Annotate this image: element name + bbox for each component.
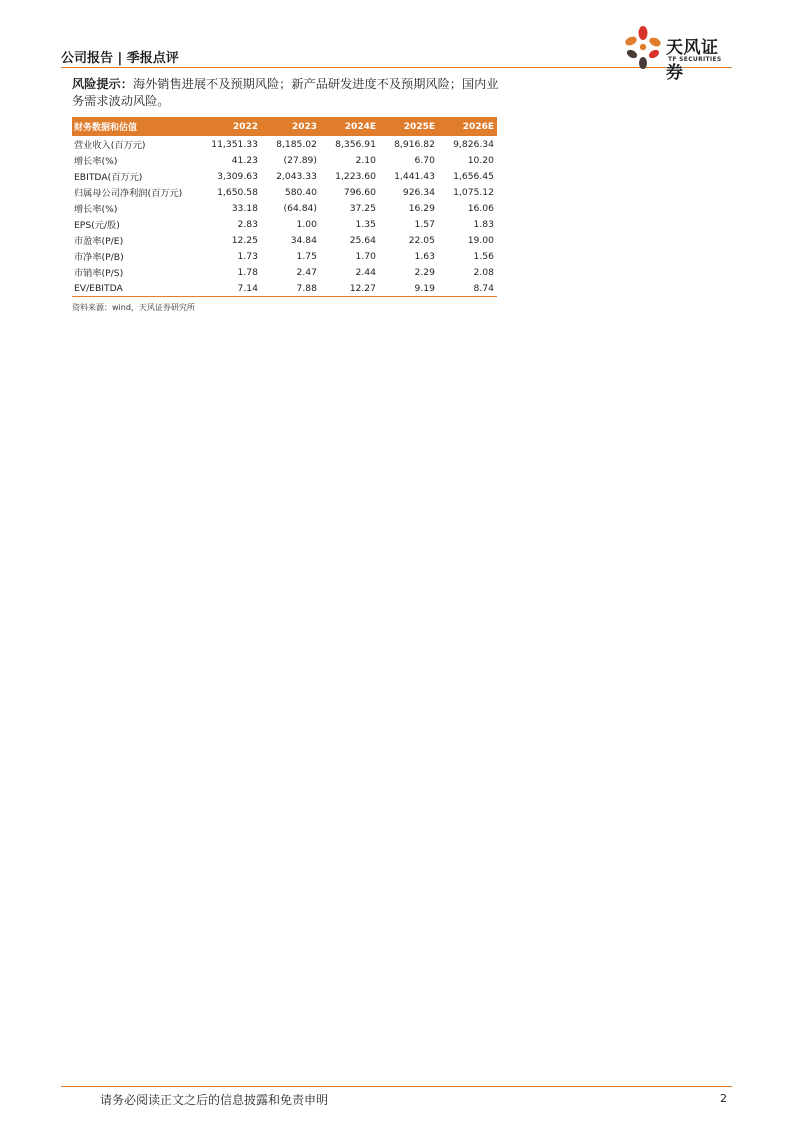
data-source-note: 资料来源：wind，天风证券研究所 — [72, 303, 195, 312]
year-header: 2026E — [438, 117, 497, 136]
table-row — [72, 136, 497, 152]
table-cell: 2.08 — [473, 266, 494, 278]
table-cell: 2.47 — [296, 266, 317, 278]
logo-english-name: TF SECURITIES — [668, 56, 722, 63]
report-type-title: 公司报告 | 季报点评 — [61, 51, 179, 66]
table-cell: 1.83 — [473, 218, 494, 230]
table-cell: 7.88 — [261, 280, 320, 297]
table-cell: 16.29 — [408, 202, 435, 214]
year-header: 2023 — [261, 117, 320, 136]
table-cell: 8,185.02 — [276, 138, 317, 150]
table-row — [72, 232, 497, 248]
table-cell: 22.05 — [408, 234, 435, 246]
table-cell: 34.84 — [290, 234, 317, 246]
table-cell: 2.83 — [237, 218, 258, 230]
table-cell: 2.44 — [355, 266, 376, 278]
table-cell: 8,916.82 — [394, 138, 435, 150]
table-cell: 1.78 — [237, 266, 258, 278]
table-cell: 37.25 — [349, 202, 376, 214]
row-label: 增长率(%) — [74, 156, 118, 167]
table-cell: 1.63 — [414, 250, 435, 262]
table-cell: 16.06 — [467, 202, 494, 214]
table-cell: 12.27 — [320, 280, 379, 297]
table-cell: 1,223.60 — [335, 170, 376, 182]
footer-divider — [61, 1086, 732, 1087]
table-cell: 1.57 — [414, 218, 435, 230]
table-cell: 41.23 — [231, 154, 258, 166]
risk-warning-text: 海外销售进展不及预期风险；新产品研发进度不及预期风险；国内业务需求波动风险。 — [72, 77, 499, 108]
row-label: EPS(元/股) — [74, 220, 120, 231]
flower-logo-icon — [622, 23, 664, 71]
table-cell: 1.35 — [355, 218, 376, 230]
table-row — [72, 264, 497, 280]
table-cell: 1,650.58 — [217, 186, 258, 198]
row-label: EBITDA(百万元) — [74, 172, 143, 183]
company-logo — [622, 23, 734, 83]
page-number: 2 — [720, 1092, 727, 1105]
table-row — [72, 200, 497, 216]
row-label: 市销率(P/S) — [74, 268, 124, 279]
table-cell: 11,351.33 — [211, 138, 258, 150]
row-label: 归属母公司净利润(百万元) — [74, 188, 183, 199]
table-row — [72, 152, 497, 168]
table-cell: 9.19 — [379, 280, 438, 297]
table-cell: (27.89) — [283, 154, 317, 166]
table-header-row — [72, 117, 497, 136]
year-header: 2024E — [320, 117, 379, 136]
table-cell: 25.64 — [349, 234, 376, 246]
logo-chinese-name: 天风证券 — [666, 38, 719, 83]
table-row — [72, 216, 497, 232]
table-cell: (64.84) — [283, 202, 317, 214]
table-cell: 3,309.63 — [217, 170, 258, 182]
table-cell: 2,043.33 — [276, 170, 317, 182]
table-cell: 796.60 — [343, 186, 376, 198]
table-cell: 1,075.12 — [453, 186, 494, 198]
table-cell: 1.00 — [296, 218, 317, 230]
table-cell: 1.70 — [355, 250, 376, 262]
table-cell: 580.40 — [284, 186, 317, 198]
row-label: 市净率(P/B) — [74, 252, 124, 263]
table-row — [72, 280, 497, 297]
table-cell: 926.34 — [402, 186, 435, 198]
table-cell: 1,656.45 — [453, 170, 494, 182]
table-row — [72, 184, 497, 200]
table-cell: 6.70 — [414, 154, 435, 166]
table-cell: 33.18 — [231, 202, 258, 214]
year-header: 2022 — [202, 117, 261, 136]
table-header-label: 财务数据和估值 — [72, 117, 202, 136]
table-row — [72, 248, 497, 264]
table-cell: 8,356.91 — [335, 138, 376, 150]
risk-warning-label: 风险提示： — [72, 77, 133, 91]
row-label: EV/EBITDA — [72, 280, 202, 297]
row-label: 营业收入(百万元) — [74, 140, 146, 151]
year-header: 2025E — [379, 117, 438, 136]
table-cell: 8.74 — [438, 280, 497, 297]
row-label: 增长率(%) — [74, 204, 118, 215]
table-cell: 1.56 — [473, 250, 494, 262]
table-cell: 2.10 — [355, 154, 376, 166]
table-cell: 1.75 — [296, 250, 317, 262]
table-cell: 2.29 — [414, 266, 435, 278]
financial-data-table — [72, 117, 497, 297]
table-cell: 1,441.43 — [394, 170, 435, 182]
table-row — [72, 168, 497, 184]
table-cell: 9,826.34 — [453, 138, 494, 150]
table-cell: 1.73 — [237, 250, 258, 262]
table-cell: 7.14 — [202, 280, 261, 297]
row-label: 市盈率(P/E) — [74, 236, 124, 247]
table-cell: 12.25 — [231, 234, 258, 246]
disclaimer-note: 请务必阅读正文之后的信息披露和免责申明 — [100, 1093, 329, 1107]
table-cell: 19.00 — [467, 234, 494, 246]
risk-warning — [72, 76, 502, 109]
table-cell: 10.20 — [467, 154, 494, 166]
